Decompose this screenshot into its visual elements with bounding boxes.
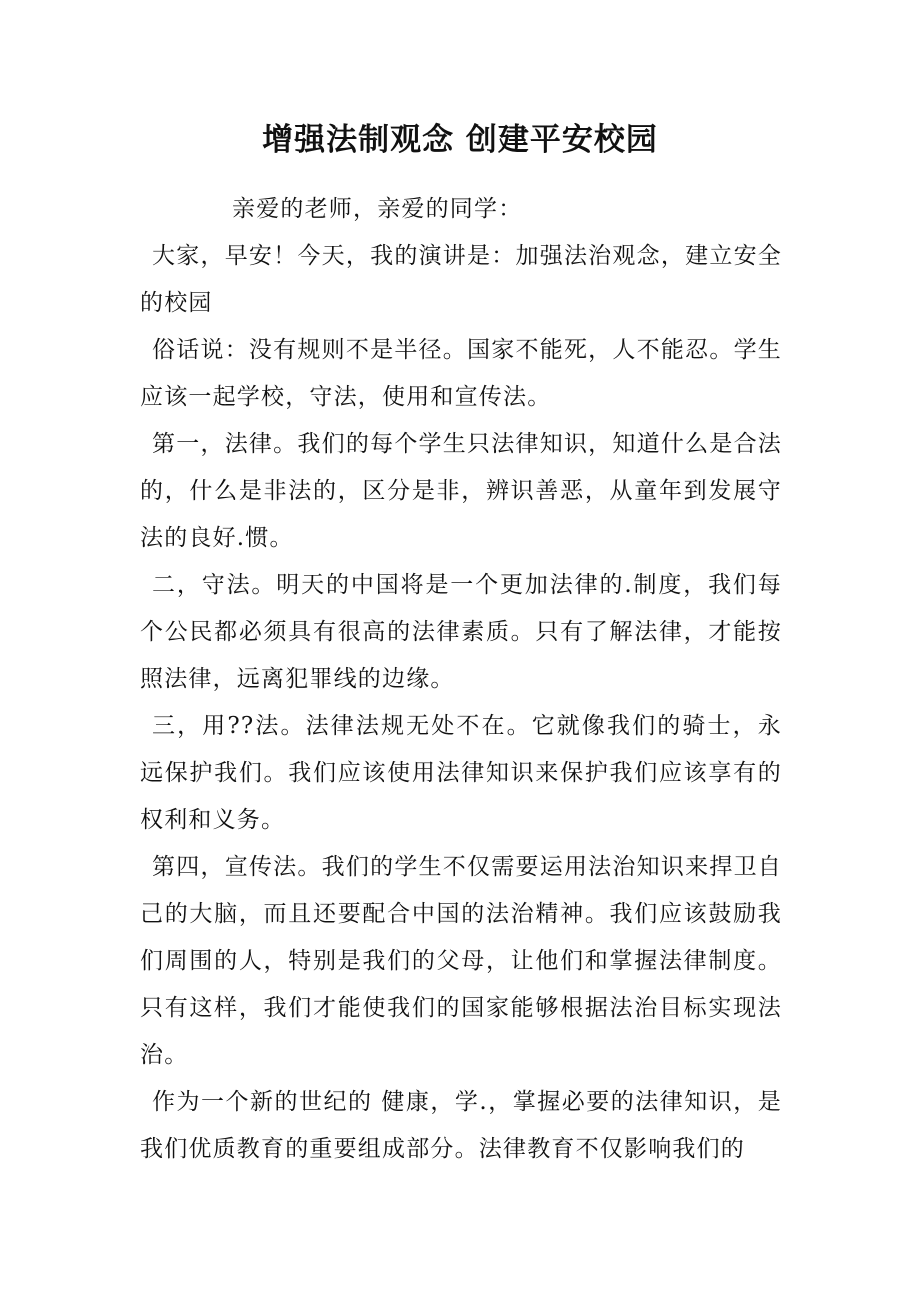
document-title: 增强法制观念 创建平安校园 — [262, 122, 658, 158]
paragraph-fourth: 第四，宣传法。我们的学生不仅需要运用法治知识来捍卫自己的大脑，而且还要配合中国的法治精神。我们应该鼓励我们周围的人，特别是我们的父母，让他们和掌握法律制度。只有这样，我们才能使我们的国家能够根据法治目标实现法治。 — [140, 854, 782, 1068]
document-body — [140, 186, 782, 1173]
paragraph-second: 二，守法。明天的中国将是一个更加法律的.制度，我们每个公民都必须具有很高的法律素质。只有了解法律，才能按照法律，远离犯罪线的边缘。 — [140, 572, 782, 692]
paragraph-third: 三，用??法。法律法规无处不在。它就像我们的骑士，永远保护我们。我们应该使用法律知识来保护我们应该享有的权利和义务。 — [140, 713, 782, 833]
paragraph-first: 第一，法律。我们的每个学生只法律知识，知道什么是合法的，什么是非法的，区分是非，辨识善恶，从童年到发展守法的良好.惯。 — [140, 431, 782, 551]
salutation: 亲爱的老师，亲爱的同学： — [232, 196, 523, 222]
paragraph-proverb: 俗话说：没有规则不是半径。国家不能死，人不能忍。学生应该一起学校，守法，使用和宣传法。 — [140, 337, 782, 410]
paragraph-closing: 作为一个新的世纪的 健康，学.，掌握必要的法律知识，是我们优质教育的重要组成部分。法律教育不仅影响我们的 — [140, 1089, 782, 1162]
paragraph-greeting: 大家，早安！今天，我的演讲是：加强法治观念，建立安全的校园 — [140, 243, 782, 316]
